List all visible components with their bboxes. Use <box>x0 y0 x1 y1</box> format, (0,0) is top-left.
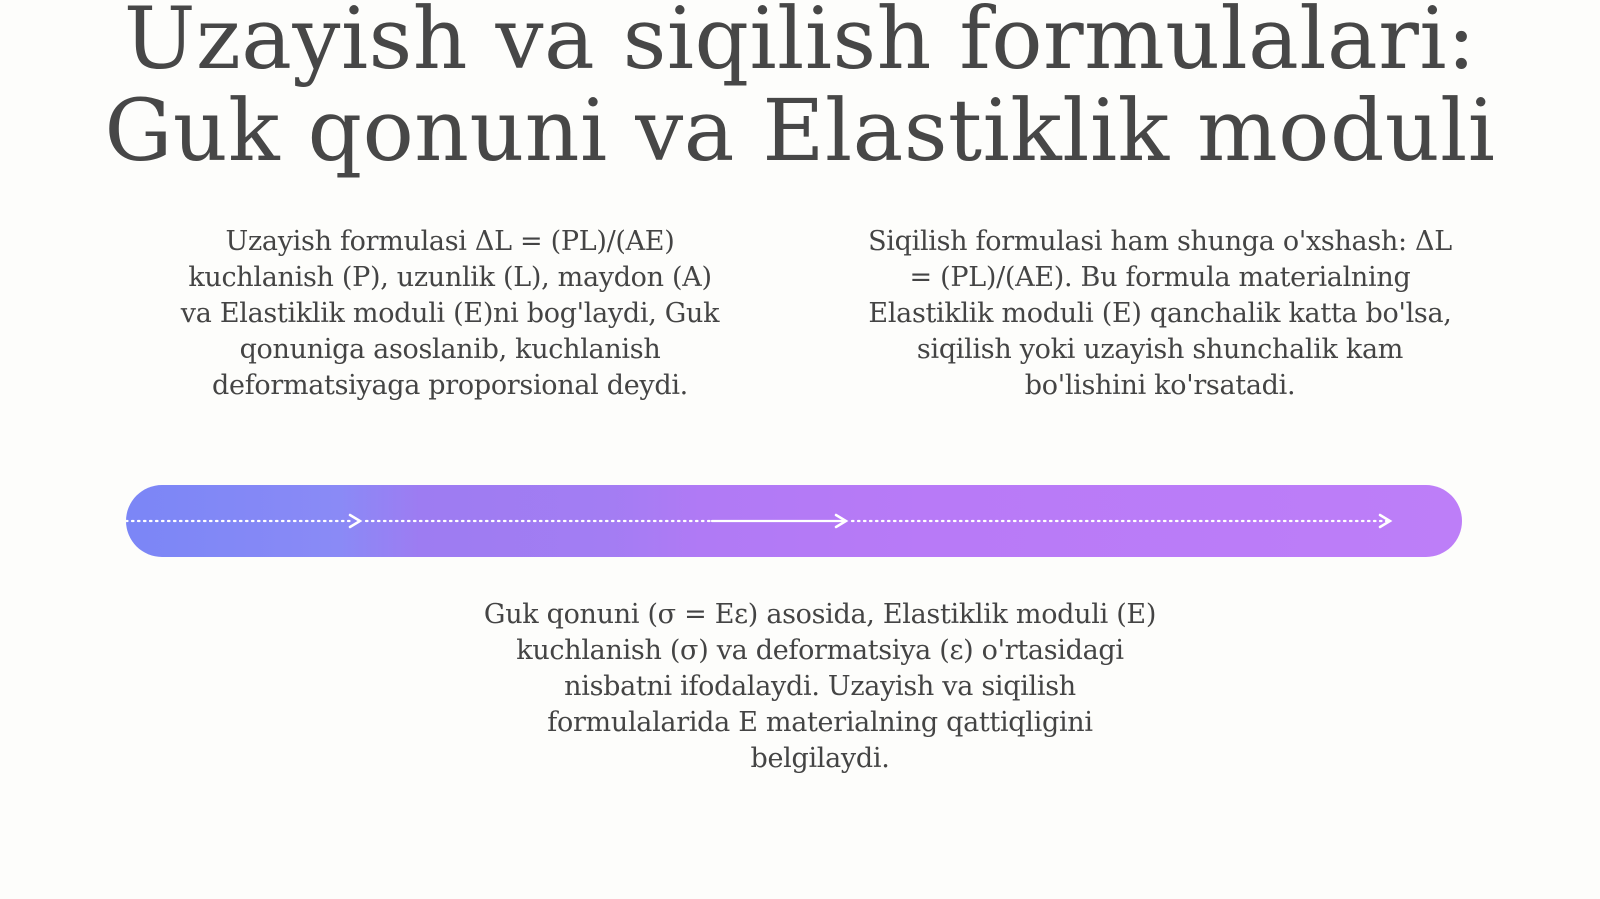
text-line: bo'lishini ko'rsatadi. <box>1024 370 1296 401</box>
text-line: formulalarida E materialning qattiqligini <box>547 707 1093 738</box>
text-line: kuchlanish (P), uzunlik (L), maydon (A) <box>188 262 712 293</box>
text-line: Siqilish formulasi ham shunga o'xshash: ΔL <box>868 226 1452 257</box>
timeline-connector <box>126 485 1462 557</box>
title-line-1: Uzayish va siqilish formulalari: <box>123 0 1477 89</box>
text-line: belgilaydi. <box>750 743 890 774</box>
timeline-bar <box>126 485 1462 557</box>
title-line-2: Guk qonuni va Elastiklik moduli <box>104 82 1496 181</box>
text-line: Uzayish formulasi ΔL = (PL)/(AE) <box>225 226 675 257</box>
text-line: Elastiklik moduli (E) qanchalik katta bo'lsa, <box>868 298 1452 329</box>
text-line: nisbatni ifodalaydi. Uzayish va siqilish <box>564 671 1076 702</box>
text-line: va Elastiklik moduli (E)ni bog'laydi, Guk <box>180 298 720 329</box>
text-line: Guk qonuni (σ = Eε) asosida, Elastiklik moduli (E) <box>483 599 1157 630</box>
text-line: deformatsiyaga proporsional deydi. <box>212 370 688 401</box>
page-title <box>0 0 1600 181</box>
arrow-right-icon <box>350 515 360 527</box>
elongation-formula-text <box>155 224 745 404</box>
text-line: qonuniga asoslanib, kuchlanish <box>239 334 661 365</box>
text-line: kuchlanish (σ) va deformatsiya (ε) o'rtasidagi <box>516 635 1124 666</box>
compression-formula-text <box>845 224 1475 404</box>
text-line: = (PL)/(AE). Bu formula materialning <box>909 262 1411 293</box>
hooke-law-text <box>465 597 1175 777</box>
text-line: siqilish yoki uzayish shunchalik kam <box>916 334 1404 365</box>
